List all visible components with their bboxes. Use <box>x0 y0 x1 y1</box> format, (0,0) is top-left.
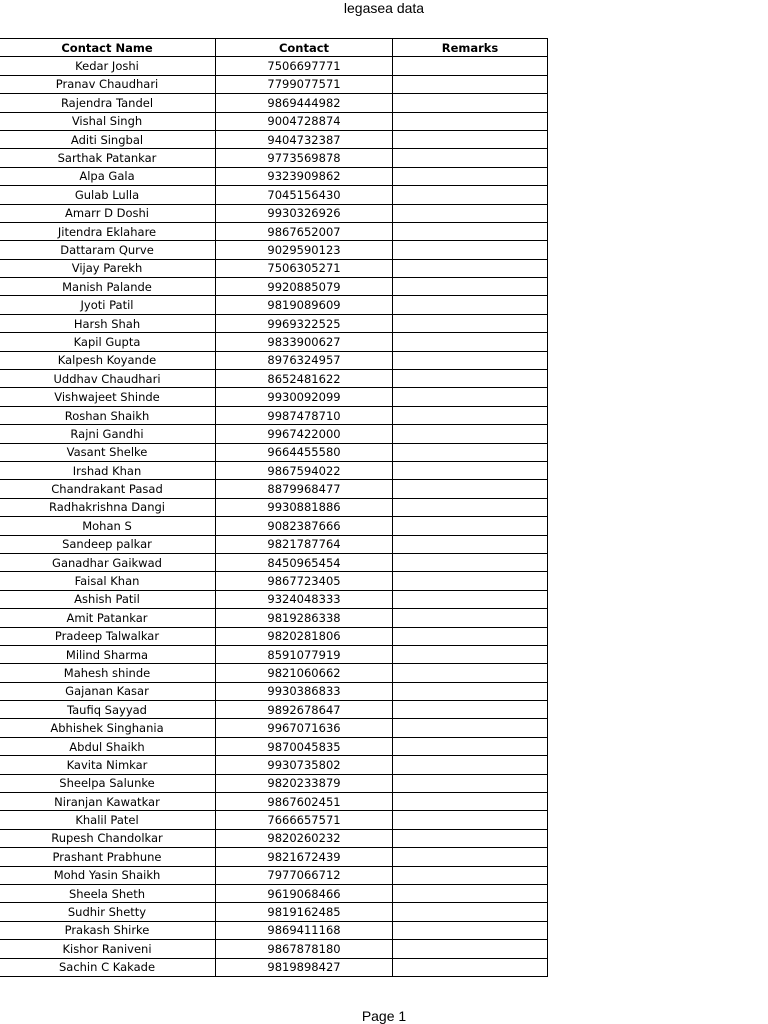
cell-contact-name: Manish Palande <box>0 278 216 296</box>
cell-contact-name: Rajendra Tandel <box>0 94 216 112</box>
table-row <box>0 186 548 204</box>
cell-contact: 9819286338 <box>216 609 393 627</box>
cell-contact: 9821672439 <box>216 848 393 866</box>
cell-remarks <box>393 903 548 921</box>
cell-contact-name: Sheelpa Salunke <box>0 774 216 792</box>
cell-contact: 9819898427 <box>216 958 393 976</box>
cell-contact-name: Vasant Shelke <box>0 443 216 461</box>
table-row <box>0 222 548 240</box>
table-row <box>0 149 548 167</box>
cell-contact-name: Chandrakant Pasad <box>0 480 216 498</box>
cell-contact: 8450965454 <box>216 553 393 571</box>
cell-contact: 9819089609 <box>216 296 393 314</box>
table-row <box>0 701 548 719</box>
cell-remarks <box>393 498 548 516</box>
table-row <box>0 940 548 958</box>
cell-remarks <box>393 829 548 847</box>
table-header-row <box>0 39 548 57</box>
table-row <box>0 811 548 829</box>
table-row <box>0 553 548 571</box>
cell-remarks <box>393 370 548 388</box>
cell-contact: 9404732387 <box>216 130 393 148</box>
cell-contact-name: Ashish Patil <box>0 590 216 608</box>
cell-contact: 9867723405 <box>216 572 393 590</box>
cell-remarks <box>393 204 548 222</box>
cell-remarks <box>393 609 548 627</box>
cell-contact-name: Roshan Shaikh <box>0 406 216 424</box>
table-row <box>0 296 548 314</box>
cell-remarks <box>393 811 548 829</box>
cell-contact-name: Mahesh shinde <box>0 664 216 682</box>
cell-contact: 8591077919 <box>216 645 393 663</box>
table-row <box>0 57 548 75</box>
cell-remarks <box>393 682 548 700</box>
cell-remarks <box>393 130 548 148</box>
table-row <box>0 204 548 222</box>
cell-remarks <box>393 756 548 774</box>
cell-contact-name: Kavita Nimkar <box>0 756 216 774</box>
cell-contact: 9967071636 <box>216 719 393 737</box>
table-row <box>0 848 548 866</box>
table-row <box>0 443 548 461</box>
table-row <box>0 130 548 148</box>
table-row <box>0 682 548 700</box>
table-row <box>0 112 548 130</box>
table-row <box>0 370 548 388</box>
cell-contact-name: Irshad Khan <box>0 461 216 479</box>
cell-contact-name: Vishwajeet Shinde <box>0 388 216 406</box>
cell-contact: 9867594022 <box>216 461 393 479</box>
cell-contact: 9773569878 <box>216 149 393 167</box>
cell-contact: 9323909862 <box>216 167 393 185</box>
cell-contact-name: Uddhav Chaudhari <box>0 370 216 388</box>
table-row <box>0 958 548 976</box>
table-row <box>0 664 548 682</box>
cell-contact: 8976324957 <box>216 351 393 369</box>
cell-contact: 9004728874 <box>216 112 393 130</box>
cell-contact: 9819162485 <box>216 903 393 921</box>
cell-contact: 9664455580 <box>216 443 393 461</box>
cell-remarks <box>393 921 548 939</box>
cell-remarks <box>393 406 548 424</box>
table-row <box>0 609 548 627</box>
table-row <box>0 351 548 369</box>
cell-contact: 9930881886 <box>216 498 393 516</box>
cell-remarks <box>393 480 548 498</box>
cell-contact: 7977066712 <box>216 866 393 884</box>
cell-contact-name: Niranjan Kawatkar <box>0 793 216 811</box>
cell-contact-name: Kishor Raniveni <box>0 940 216 958</box>
table-row <box>0 866 548 884</box>
cell-contact: 9867878180 <box>216 940 393 958</box>
cell-contact: 7666657571 <box>216 811 393 829</box>
cell-contact: 9324048333 <box>216 590 393 608</box>
cell-remarks <box>393 259 548 277</box>
cell-remarks <box>393 461 548 479</box>
cell-remarks <box>393 774 548 792</box>
cell-remarks <box>393 57 548 75</box>
cell-contact-name: Mohd Yasin Shaikh <box>0 866 216 884</box>
cell-contact-name: Milind Sharma <box>0 645 216 663</box>
cell-contact: 9833900627 <box>216 333 393 351</box>
cell-remarks <box>393 112 548 130</box>
cell-remarks <box>393 186 548 204</box>
cell-contact-name: Sandeep palkar <box>0 535 216 553</box>
cell-remarks <box>393 94 548 112</box>
cell-contact: 9821787764 <box>216 535 393 553</box>
cell-contact-name: Radhakrishna Dangi <box>0 498 216 516</box>
cell-contact: 8652481622 <box>216 370 393 388</box>
cell-contact-name: Prakash Shirke <box>0 921 216 939</box>
table-row <box>0 921 548 939</box>
cell-remarks <box>393 388 548 406</box>
cell-contact: 9820281806 <box>216 627 393 645</box>
cell-contact: 9029590123 <box>216 241 393 259</box>
cell-contact: 9892678647 <box>216 701 393 719</box>
table-row <box>0 903 548 921</box>
table-row <box>0 314 548 332</box>
cell-contact: 9987478710 <box>216 406 393 424</box>
table-row <box>0 756 548 774</box>
table-row <box>0 94 548 112</box>
table-row <box>0 406 548 424</box>
cell-remarks <box>393 701 548 719</box>
cell-contact-name: Rajni Gandhi <box>0 425 216 443</box>
cell-remarks <box>393 884 548 902</box>
cell-contact-name: Khalil Patel <box>0 811 216 829</box>
cell-remarks <box>393 572 548 590</box>
cell-remarks <box>393 241 548 259</box>
cell-remarks <box>393 517 548 535</box>
table-row <box>0 590 548 608</box>
cell-contact: 7506697771 <box>216 57 393 75</box>
cell-contact: 7045156430 <box>216 186 393 204</box>
cell-contact: 9967422000 <box>216 425 393 443</box>
table-row <box>0 498 548 516</box>
cell-remarks <box>393 535 548 553</box>
table-row <box>0 480 548 498</box>
document-title: legasea data <box>343 0 425 16</box>
cell-remarks <box>393 645 548 663</box>
cell-remarks <box>393 848 548 866</box>
table-row <box>0 829 548 847</box>
cell-remarks <box>393 664 548 682</box>
table-row <box>0 793 548 811</box>
cell-remarks <box>393 296 548 314</box>
cell-remarks <box>393 351 548 369</box>
header-contact-name: Contact Name <box>0 39 216 57</box>
cell-contact-name: Sarthak Patankar <box>0 149 216 167</box>
contacts-table <box>0 38 548 977</box>
cell-contact-name: Aditi Singbal <box>0 130 216 148</box>
cell-contact-name: Sheela Sheth <box>0 884 216 902</box>
cell-remarks <box>393 793 548 811</box>
table-row <box>0 572 548 590</box>
cell-remarks <box>393 278 548 296</box>
cell-contact-name: Vishal Singh <box>0 112 216 130</box>
header-remarks: Remarks <box>393 39 548 57</box>
cell-contact-name: Kalpesh Koyande <box>0 351 216 369</box>
cell-remarks <box>393 75 548 93</box>
cell-contact: 9920885079 <box>216 278 393 296</box>
cell-contact: 9930735802 <box>216 756 393 774</box>
cell-contact-name: Ganadhar Gaikwad <box>0 553 216 571</box>
cell-remarks <box>393 222 548 240</box>
table-row <box>0 259 548 277</box>
table-row <box>0 645 548 663</box>
cell-contact-name: Abdul Shaikh <box>0 737 216 755</box>
table-row <box>0 241 548 259</box>
table-row <box>0 461 548 479</box>
cell-remarks <box>393 314 548 332</box>
table-row <box>0 535 548 553</box>
cell-remarks <box>393 627 548 645</box>
table-row <box>0 425 548 443</box>
cell-contact: 9820233879 <box>216 774 393 792</box>
cell-contact: 9867602451 <box>216 793 393 811</box>
cell-remarks <box>393 737 548 755</box>
cell-contact: 9969322525 <box>216 314 393 332</box>
cell-contact-name: Mohan S <box>0 517 216 535</box>
cell-remarks <box>393 443 548 461</box>
table-row <box>0 167 548 185</box>
cell-contact: 8879968477 <box>216 480 393 498</box>
table-row <box>0 388 548 406</box>
cell-contact-name: Gajanan Kasar <box>0 682 216 700</box>
cell-contact-name: Kedar Joshi <box>0 57 216 75</box>
table-row <box>0 517 548 535</box>
cell-contact: 9082387666 <box>216 517 393 535</box>
cell-contact: 7506305271 <box>216 259 393 277</box>
cell-contact: 7799077571 <box>216 75 393 93</box>
cell-remarks <box>393 167 548 185</box>
cell-remarks <box>393 940 548 958</box>
cell-contact-name: Alpa Gala <box>0 167 216 185</box>
cell-contact: 9869411168 <box>216 921 393 939</box>
cell-contact: 9930326926 <box>216 204 393 222</box>
cell-contact: 9619068466 <box>216 884 393 902</box>
cell-contact-name: Pradeep Talwalkar <box>0 627 216 645</box>
table-body <box>0 57 548 977</box>
cell-contact-name: Prashant Prabhune <box>0 848 216 866</box>
cell-remarks <box>393 553 548 571</box>
table-row <box>0 627 548 645</box>
cell-contact-name: Rupesh Chandolkar <box>0 829 216 847</box>
cell-contact: 9930092099 <box>216 388 393 406</box>
table-row <box>0 333 548 351</box>
cell-contact-name: Jyoti Patil <box>0 296 216 314</box>
table-row <box>0 278 548 296</box>
table-row <box>0 884 548 902</box>
header-contact: Contact <box>216 39 393 57</box>
cell-remarks <box>393 333 548 351</box>
page-number: Page 1 <box>361 1008 407 1024</box>
cell-contact-name: Faisal Khan <box>0 572 216 590</box>
cell-remarks <box>393 149 548 167</box>
cell-contact-name: Jitendra Eklahare <box>0 222 216 240</box>
cell-contact: 9870045835 <box>216 737 393 755</box>
cell-contact-name: Kapil Gupta <box>0 333 216 351</box>
cell-contact-name: Pranav Chaudhari <box>0 75 216 93</box>
cell-remarks <box>393 958 548 976</box>
cell-remarks <box>393 866 548 884</box>
cell-contact-name: Gulab Lulla <box>0 186 216 204</box>
cell-contact-name: Harsh Shah <box>0 314 216 332</box>
cell-remarks <box>393 590 548 608</box>
cell-contact-name: Vijay Parekh <box>0 259 216 277</box>
cell-contact: 9821060662 <box>216 664 393 682</box>
cell-contact-name: Sachin C Kakade <box>0 958 216 976</box>
table-row <box>0 737 548 755</box>
cell-contact-name: Abhishek Singhania <box>0 719 216 737</box>
table-row <box>0 75 548 93</box>
cell-contact-name: Taufiq Sayyad <box>0 701 216 719</box>
cell-remarks <box>393 719 548 737</box>
cell-contact: 9867652007 <box>216 222 393 240</box>
cell-contact: 9869444982 <box>216 94 393 112</box>
cell-contact-name: Amarr D Doshi <box>0 204 216 222</box>
table-row <box>0 719 548 737</box>
cell-remarks <box>393 425 548 443</box>
cell-contact: 9820260232 <box>216 829 393 847</box>
table-row <box>0 774 548 792</box>
cell-contact: 9930386833 <box>216 682 393 700</box>
cell-contact-name: Sudhir Shetty <box>0 903 216 921</box>
cell-contact-name: Dattaram Qurve <box>0 241 216 259</box>
cell-contact-name: Amit Patankar <box>0 609 216 627</box>
